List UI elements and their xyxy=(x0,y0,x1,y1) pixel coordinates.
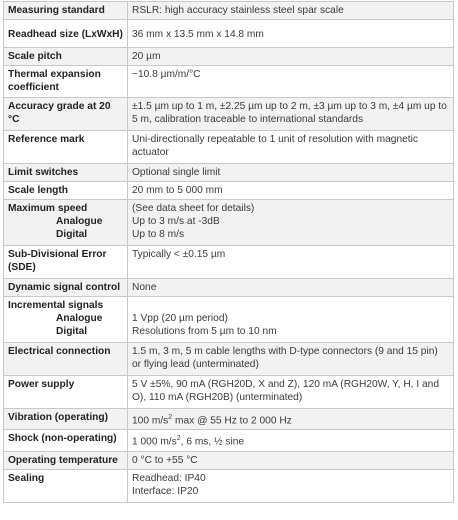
table-row xyxy=(4,131,454,164)
spec-value-analogue: Up to 3 m/s at -3dB xyxy=(132,216,220,227)
spec-sublabel-analogue: Analogue xyxy=(56,216,103,227)
spec-label-main: Incremental signals xyxy=(8,300,104,311)
spec-label: Sealing xyxy=(4,469,128,502)
spec-value-interface: Interface: IP20 xyxy=(132,485,199,497)
table-row xyxy=(4,2,454,20)
spec-label: Accuracy grade at 20 °C xyxy=(4,98,128,131)
spec-label: Limit switches xyxy=(4,164,128,182)
spec-value: 36 mm x 13.5 mm x 14.8 mm xyxy=(128,20,454,48)
table-row xyxy=(4,279,454,297)
spec-value: RSLR: high accuracy stainless steel spar scale xyxy=(128,2,454,20)
table-row xyxy=(4,343,454,376)
spec-label xyxy=(4,297,128,343)
spec-label xyxy=(4,200,128,246)
spec-value xyxy=(128,200,454,246)
table-row xyxy=(4,376,454,409)
spec-value: ~10.8 µm/m/°C xyxy=(128,66,454,98)
table-row xyxy=(4,430,454,451)
spec-value: 20 µm xyxy=(128,48,454,66)
spec-label: Scale length xyxy=(4,182,128,200)
spec-label: Measuring standard xyxy=(4,2,128,20)
table-row xyxy=(4,246,454,279)
spec-sublabel-analogue: Analogue xyxy=(56,313,103,324)
spec-value-digital: Resolutions from 5 µm to 10 nm xyxy=(132,326,277,337)
spec-label: Vibration (operating) xyxy=(4,409,128,430)
table-row xyxy=(4,297,454,343)
spec-value: 0 °C to +55 °C xyxy=(128,451,454,469)
table-row xyxy=(4,164,454,182)
spec-value-main: (See data sheet for details) xyxy=(132,203,255,214)
spec-value: Uni-directionally repeatable to 1 unit of resolution with magnetic actuator xyxy=(128,131,454,164)
spec-value: Optional single limit xyxy=(128,164,454,182)
spec-value: 5 V ±5%, 90 mA (RGH20D, X and Z), 120 mA (RGH20W, Y, H, I and O), 110 mA (RGH20B) (unterminated) xyxy=(128,376,454,409)
specifications-table xyxy=(3,1,454,503)
spec-value: ±1.5 µm up to 1 m, ±2.25 µm up to 2 m, ±3 µm up to 3 m, ±4 µm up to 5 m, calibration traceable to international standards xyxy=(128,98,454,131)
table-row xyxy=(4,66,454,98)
spec-value xyxy=(128,297,454,343)
spec-label: Thermal expansion coefficient xyxy=(4,66,128,98)
table-row xyxy=(4,98,454,131)
table-row xyxy=(4,20,454,48)
table-row xyxy=(4,409,454,430)
table-row xyxy=(4,200,454,246)
spec-label: Operating temperature xyxy=(4,451,128,469)
spec-label: Reference mark xyxy=(4,131,128,164)
spec-value-digital: Up to 8 m/s xyxy=(132,229,185,240)
spec-value: 20 mm to 5 000 mm xyxy=(128,182,454,200)
spec-label: Dynamic signal control xyxy=(4,279,128,297)
spec-value-readhead: Readhead: IP40 xyxy=(132,472,206,484)
spec-value: 1.5 m, 3 m, 5 m cable lengths with D-type connectors (9 and 15 pin) or flying lead (unterminated) xyxy=(128,343,454,376)
spec-value: 1 000 $m/s^2$, 6 ms, ½ sine xyxy=(128,430,454,451)
spec-sublabel-digital: Digital xyxy=(56,326,88,337)
spec-value: None xyxy=(128,279,454,297)
table-row xyxy=(4,48,454,66)
table-row xyxy=(4,451,454,469)
spec-value: Typically < ±0.15 µm xyxy=(128,246,454,279)
spec-value: 100 $m/s^2$ max @ 55 Hz to 2 000 Hz xyxy=(128,409,454,430)
spec-value-analogue: 1 Vpp (20 µm period) xyxy=(132,313,228,324)
spec-label: Power supply xyxy=(4,376,128,409)
spec-label: Electrical connection xyxy=(4,343,128,376)
table-row xyxy=(4,469,454,502)
spec-label-main: Maximum speed xyxy=(8,203,88,214)
spec-label: Shock (non-operating) xyxy=(4,430,128,451)
table-row xyxy=(4,182,454,200)
spec-value xyxy=(128,469,454,502)
spec-label: Scale pitch xyxy=(4,48,128,66)
spec-label: Sub-Divisional Error (SDE) xyxy=(4,246,128,279)
spec-sublabel-digital: Digital xyxy=(56,229,88,240)
spec-label: Readhead size (LxWxH) xyxy=(4,20,128,48)
